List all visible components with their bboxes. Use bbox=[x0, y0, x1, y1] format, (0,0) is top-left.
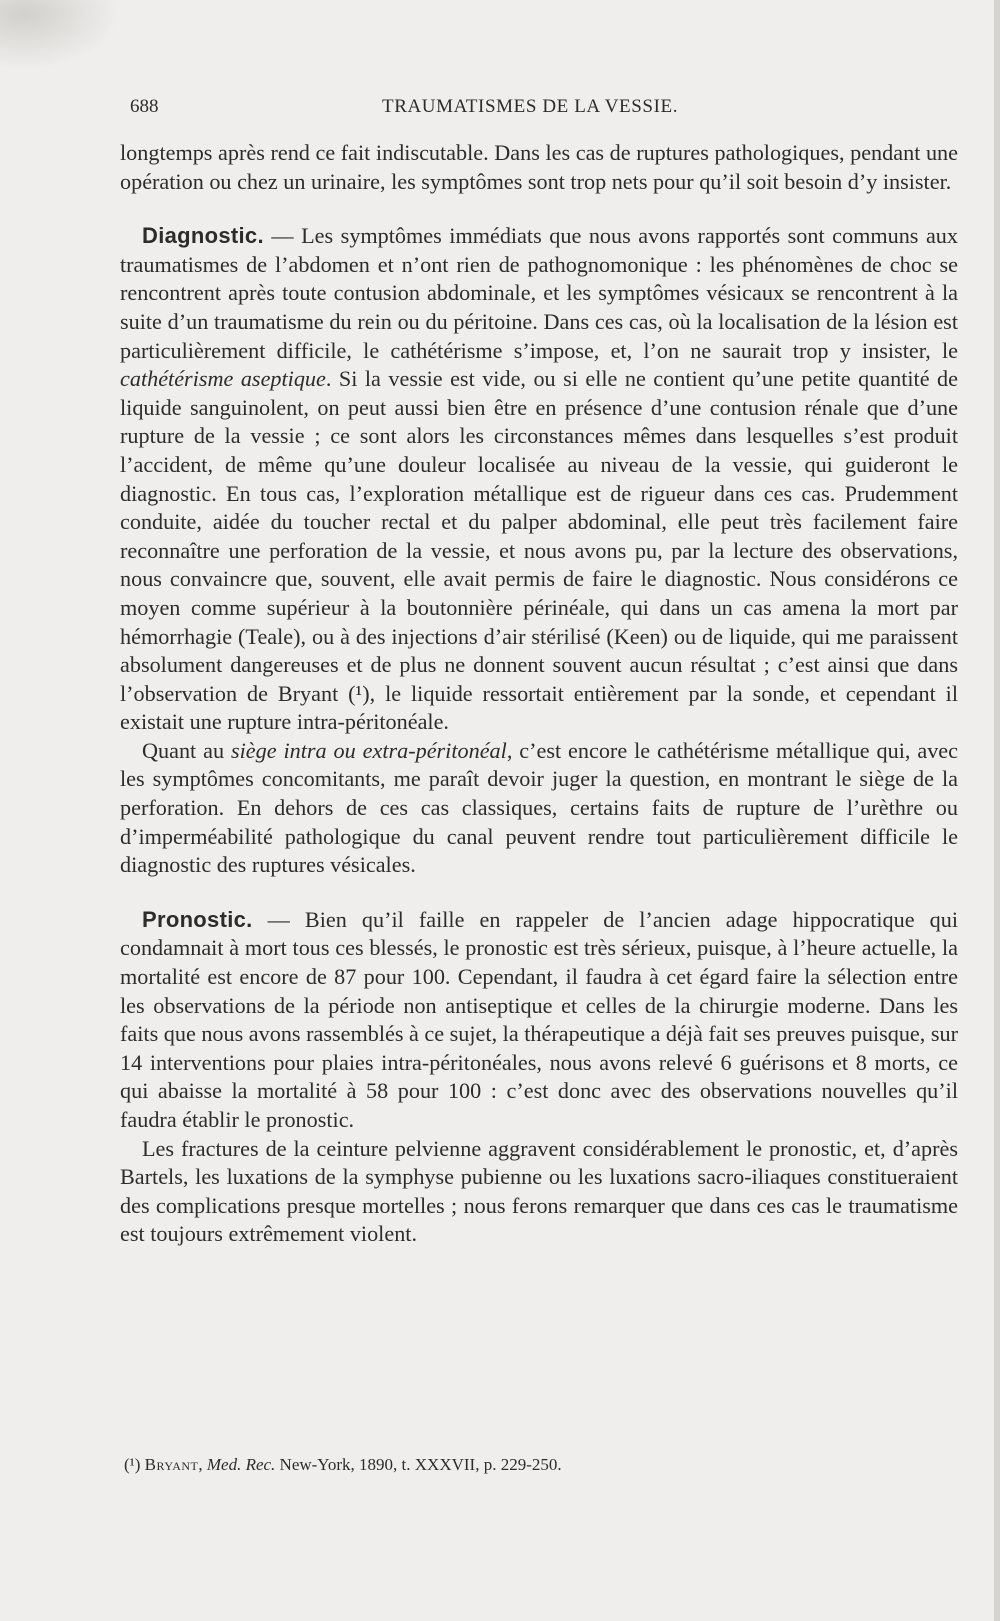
footnote-author: Bryant bbox=[144, 1455, 199, 1474]
paragraph-pronostic bbox=[120, 906, 958, 1135]
pronostic-text: — Bien qu’il faille en rappeler de l’ancien adage hippocratique qui condamnait à mort tous ces blessés, le pronostic est très sérieux, puisque, à l’heure actuelle, la mortalité est encore de 87 pour 100. Cependant, il faudra à cet égard faire la sélection entre les observations de la période non antiseptique et celles de la chirurgie moderne. Dans les faits que nous avons rassemblés à ce sujet, la thérapeutique a déjà fait ses preuves puisque, sur 14 interventions pour plaies intra-péritonéales, nous avons relevé 6 guérisons et 8 morts, ce qui abaisse la mortalité à 58 pour 100 : c’est donc avec des observations nouvelles qu’il faudra établir le pronostic. bbox=[120, 906, 958, 1132]
footnote-mark: (¹) bbox=[124, 1455, 141, 1474]
section-heading-pronostic: Pronostic. bbox=[142, 906, 253, 932]
page-edge bbox=[994, 0, 1000, 1621]
paragraph-continuation: longtemps après rend ce fait indiscutable. Dans les cas de ruptures pathologiques, pendant une opération ou chez un urinaire, les symptômes sont trop nets pour qu’il soit besoin d’y insister. bbox=[120, 140, 958, 194]
diagnostic-text-3: , le liquide ressortait entièrement par la sonde, et cependant il existait une rupture intra-péritonéale. bbox=[120, 680, 958, 735]
siege-emphasis: siège intra ou extra-péritonéal bbox=[230, 737, 507, 763]
diagnostic-emphasis: cathétérisme aseptique bbox=[120, 366, 326, 392]
siege-text-1: Quant au bbox=[142, 737, 231, 763]
section-heading-diagnostic: Diagnostic. bbox=[142, 223, 264, 249]
footnote-journal: Med. Rec. bbox=[206, 1455, 276, 1474]
diagnostic-text-1: — Les symptômes immédiats que nous avons rapportés sont communs aux traumatismes de l’abdomen et n’ont rien de pathognomonique : les phénomènes de choc se rencontrent après toute contusion abdominale, et les symptômes vésicaux se rencontrent à la suite d’un traumatisme du rein ou du péritoine. Dans ces cas, où la localisation de la lésion est particulièrement difficile, le cathétérisme s’impose, et, l’on ne saurait trop y insister, le bbox=[120, 223, 958, 363]
body-text bbox=[120, 139, 958, 1249]
page-number: 688 bbox=[130, 96, 159, 117]
footnote-reference: (¹) bbox=[348, 680, 370, 706]
paragraph-diagnostic bbox=[120, 222, 958, 737]
running-title: TRAUMATISMES DE LA VESSIE. bbox=[382, 96, 679, 117]
footnote-reference-details: New-York, 1890, t. XXXVII, p. 229-250. bbox=[279, 1455, 562, 1474]
footnote: (¹) Bryant, Med. Rec. New-York, 1890, t. XXXVII, p. 229-250. bbox=[124, 1455, 562, 1474]
diagnostic-text-2: . Si la vessie est vide, ou si elle ne contient qu’une petite quantité de liquide sanguinolent, on peut aussi bien être en présence d’une contusion rénale que d’une rupture de la vessie ; ce sont alors les circonstances mêmes dans lesquelles s’est produit l’accident, de même qu’une douleur localisée au niveau de la vessie, qui guideront le diagnostic. En tous cas, l’exploration métallique est de rigueur dans ces cas. Prudemment conduite, aidée du toucher rectal et du palper abdominal, elle peut très facilement faire reconnaître une perforation de la vessie, et nous avons pu, par la lecture des observations, nous convaincre que, souvent, elle avait permis de faire le diagnostic. Nous considérons ce moyen comme supérieur à la boutonnière périnéale, qui dans un cas amena la mort par hémorrhagie (Teale), ou à des injections d’air stérilisé (Keen) ou de liquide, qui me paraissent absolument dangereuses et de plus ne donnent souvent aucun résultat ; c’est ainsi que dans l’observation de Bryant bbox=[120, 366, 958, 706]
siege-text-2: , c’est encore le cathétérisme métallique qui, avec les symptômes concomitants, me paraît devoir juger la question, en montrant le siège de la perforation. En dehors de ces cas classiques, certains faits de rupture de l’urèthre ou d’imperméabilité pathologique du canal peuvent rendre tout particulièrement difficile le diagnostic des ruptures vésicales. bbox=[120, 737, 958, 878]
paragraph-fractures: Les fractures de la ceinture pelvienne aggravent considérablement le pronostic, et, d’après Bartels, les luxations de la symphyse pubienne ou les luxations sacro-iliaques constitueraient des complications presque mortelles ; nous ferons remarquer que dans ces cas le traumatisme est toujours extrêmement violent. bbox=[120, 1135, 958, 1247]
page-corner-shadow bbox=[0, 0, 120, 70]
running-header bbox=[130, 96, 710, 126]
paragraph-siege bbox=[120, 737, 958, 880]
